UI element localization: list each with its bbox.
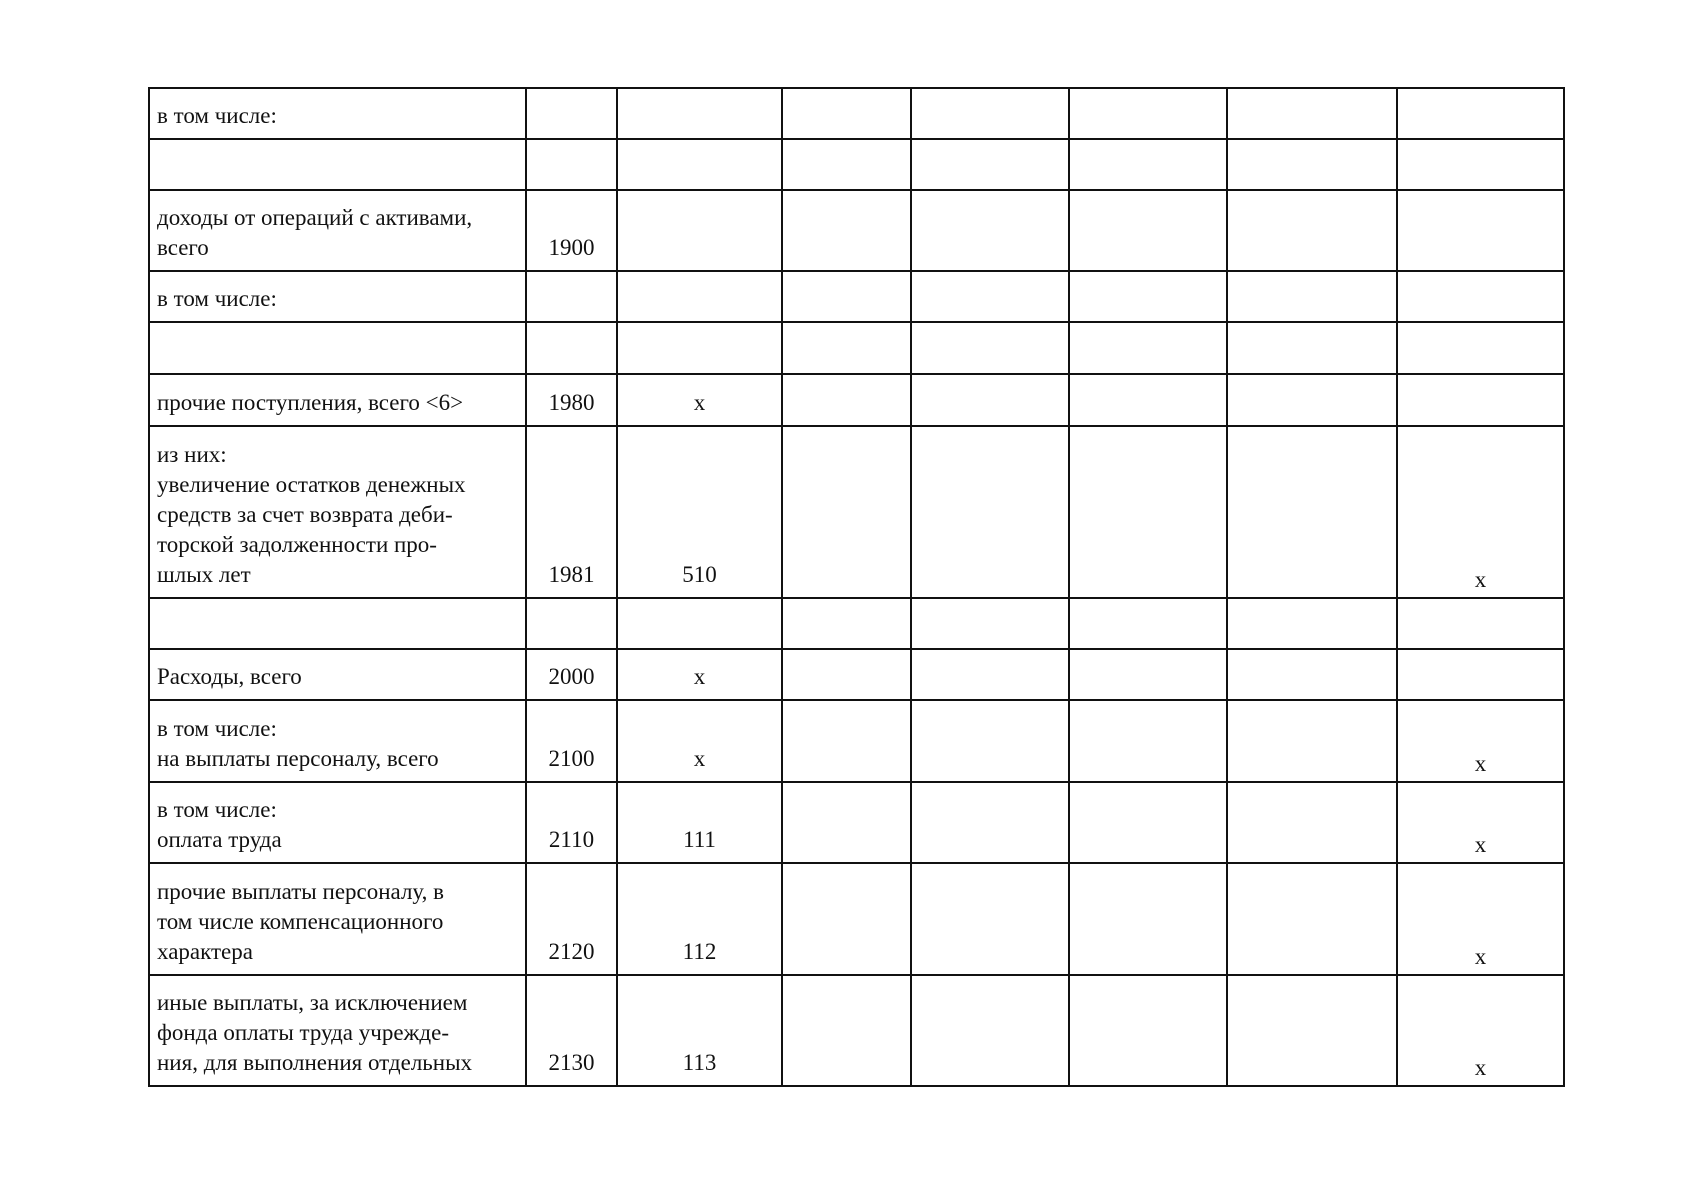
value-cell: [1227, 374, 1397, 426]
row-code-cell: 1980: [526, 374, 617, 426]
value-cell: [782, 700, 911, 782]
row-last-cell: [1397, 88, 1564, 139]
value-cell: [1227, 975, 1397, 1086]
row-name-cell: прочие выплаты персоналу, в том числе компенсационного характера: [149, 863, 526, 975]
value-cell: [782, 863, 911, 975]
row-name-cell: доходы от операций с активами, всего: [149, 190, 526, 271]
row-name-cell: в том числе:: [149, 271, 526, 322]
value-cell: [1069, 322, 1227, 374]
table-row: [149, 700, 1564, 782]
value-cell: [1227, 598, 1397, 649]
row-name-cell: иные выплаты, за исключением фонда оплаты труда учрежде- ния, для выполнения отдельных: [149, 975, 526, 1086]
row-name-cell: [149, 322, 526, 374]
value-cell: [782, 88, 911, 139]
table-row: [149, 374, 1564, 426]
value-cell: [911, 700, 1069, 782]
row-code-cell: [526, 88, 617, 139]
value-cell: [911, 863, 1069, 975]
value-cell: [911, 649, 1069, 700]
value-cell: [1227, 322, 1397, 374]
value-cell: [1227, 649, 1397, 700]
row-code-cell: 1900: [526, 190, 617, 271]
value-cell: [911, 782, 1069, 863]
row-kbk-cell: [617, 271, 782, 322]
value-cell: [1069, 139, 1227, 190]
value-cell: [782, 598, 911, 649]
table-row: [149, 139, 1564, 190]
row-code-cell: 2000: [526, 649, 617, 700]
value-cell: [1227, 426, 1397, 598]
row-name-cell: в том числе: оплата труда: [149, 782, 526, 863]
table-row: [149, 322, 1564, 374]
row-last-cell: х: [1397, 426, 1564, 598]
row-last-cell: х: [1397, 863, 1564, 975]
value-cell: [911, 271, 1069, 322]
row-last-cell: [1397, 139, 1564, 190]
row-kbk-cell: 510: [617, 426, 782, 598]
table-row: [149, 782, 1564, 863]
value-cell: [1227, 190, 1397, 271]
table-row: [149, 863, 1564, 975]
row-name-cell: в том числе: на выплаты персоналу, всего: [149, 700, 526, 782]
row-name-cell: [149, 598, 526, 649]
value-cell: [1069, 975, 1227, 1086]
row-last-cell: [1397, 271, 1564, 322]
value-cell: [1069, 863, 1227, 975]
value-cell: [1227, 782, 1397, 863]
value-cell: [782, 271, 911, 322]
row-name-cell: Расходы, всего: [149, 649, 526, 700]
value-cell: [1069, 426, 1227, 598]
row-code-cell: 2130: [526, 975, 617, 1086]
value-cell: [911, 88, 1069, 139]
table-row: [149, 271, 1564, 322]
value-cell: [782, 426, 911, 598]
value-cell: [1227, 139, 1397, 190]
row-kbk-cell: 112: [617, 863, 782, 975]
row-last-cell: х: [1397, 700, 1564, 782]
row-last-cell: [1397, 598, 1564, 649]
value-cell: [1069, 88, 1227, 139]
value-cell: [1069, 700, 1227, 782]
value-cell: [782, 782, 911, 863]
row-code-cell: 2110: [526, 782, 617, 863]
row-last-cell: х: [1397, 975, 1564, 1086]
row-code-cell: 1981: [526, 426, 617, 598]
row-name-cell: [149, 139, 526, 190]
row-last-cell: [1397, 322, 1564, 374]
row-code-cell: [526, 139, 617, 190]
value-cell: [782, 322, 911, 374]
row-name-cell: прочие поступления, всего <6>: [149, 374, 526, 426]
value-cell: [782, 190, 911, 271]
value-cell: [782, 374, 911, 426]
row-kbk-cell: 113: [617, 975, 782, 1086]
table-row: [149, 426, 1564, 598]
value-cell: [1069, 374, 1227, 426]
row-kbk-cell: х: [617, 700, 782, 782]
row-code-cell: [526, 271, 617, 322]
row-last-cell: [1397, 649, 1564, 700]
value-cell: [1227, 863, 1397, 975]
row-name-cell: из них: увеличение остатков денежных средств за счет возврата деби- торской задолженности про- шлых лет: [149, 426, 526, 598]
row-kbk-cell: [617, 88, 782, 139]
row-kbk-cell: [617, 139, 782, 190]
value-cell: [1227, 88, 1397, 139]
table-row: [149, 190, 1564, 271]
value-cell: [1227, 271, 1397, 322]
table-row: [149, 598, 1564, 649]
row-name-cell: в том числе:: [149, 88, 526, 139]
table-row: [149, 975, 1564, 1086]
value-cell: [782, 139, 911, 190]
value-cell: [911, 139, 1069, 190]
row-kbk-cell: [617, 190, 782, 271]
row-kbk-cell: 111: [617, 782, 782, 863]
table-row: [149, 649, 1564, 700]
row-code-cell: 2100: [526, 700, 617, 782]
value-cell: [911, 975, 1069, 1086]
value-cell: [911, 426, 1069, 598]
value-cell: [911, 322, 1069, 374]
row-kbk-cell: [617, 322, 782, 374]
row-kbk-cell: [617, 598, 782, 649]
row-code-cell: [526, 322, 617, 374]
value-cell: [782, 649, 911, 700]
financial-plan-table: [148, 87, 1565, 1087]
value-cell: [1069, 649, 1227, 700]
row-kbk-cell: х: [617, 374, 782, 426]
value-cell: [1069, 782, 1227, 863]
row-kbk-cell: х: [617, 649, 782, 700]
value-cell: [782, 975, 911, 1086]
row-code-cell: 2120: [526, 863, 617, 975]
value-cell: [1227, 700, 1397, 782]
table-body: [149, 88, 1564, 1086]
value-cell: [1069, 190, 1227, 271]
row-last-cell: х: [1397, 782, 1564, 863]
value-cell: [1069, 598, 1227, 649]
row-code-cell: [526, 598, 617, 649]
table-row: [149, 88, 1564, 139]
value-cell: [911, 598, 1069, 649]
value-cell: [1069, 271, 1227, 322]
row-last-cell: [1397, 190, 1564, 271]
value-cell: [911, 374, 1069, 426]
value-cell: [911, 190, 1069, 271]
row-last-cell: [1397, 374, 1564, 426]
